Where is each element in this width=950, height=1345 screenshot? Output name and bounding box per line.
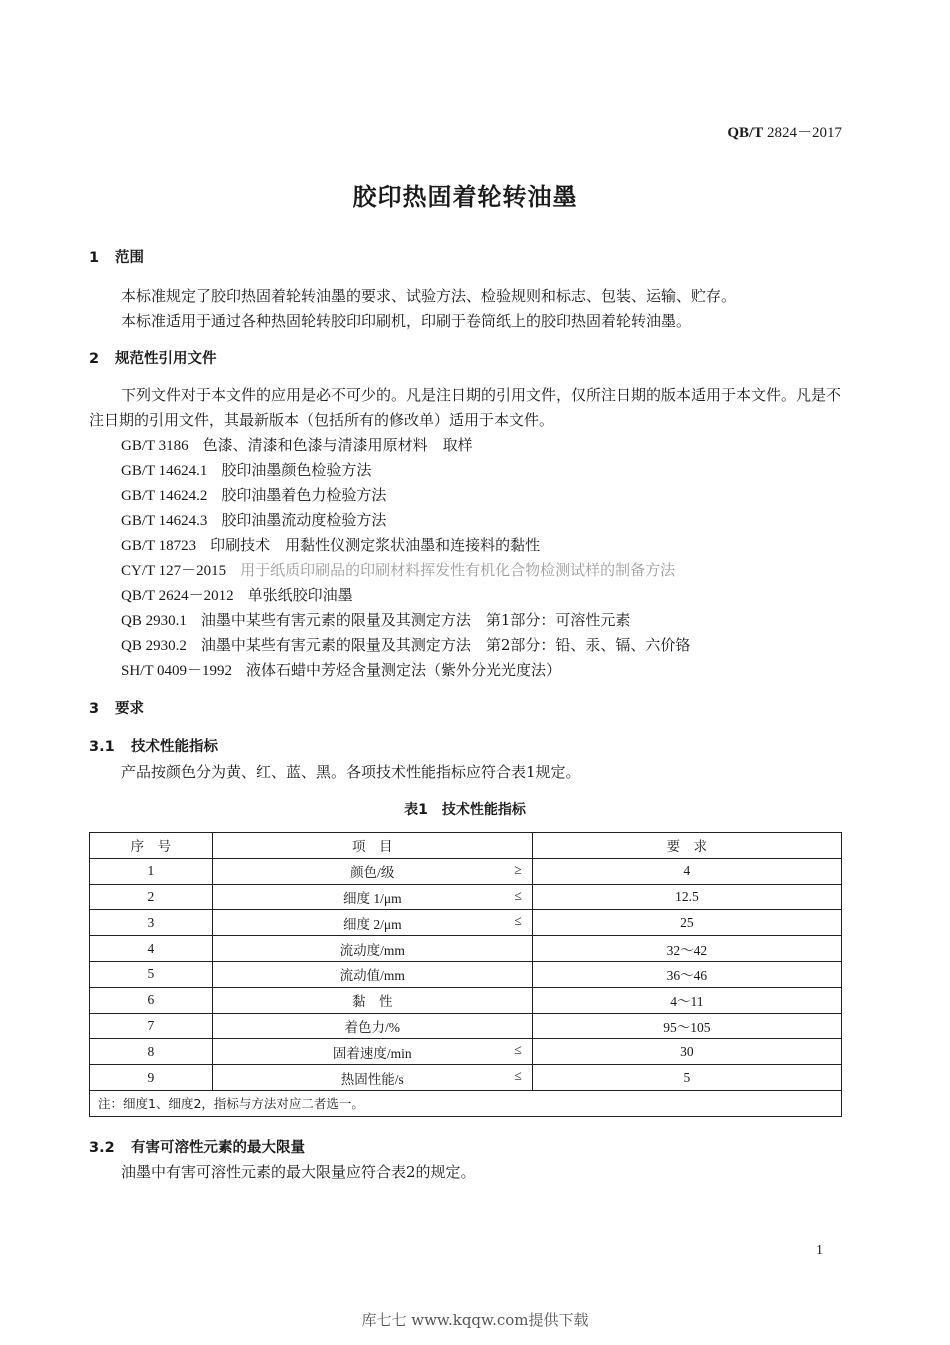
cell-requirement: 4～11 (532, 987, 841, 1013)
cell-number: 8 (90, 1039, 213, 1065)
cell-number: 1 (90, 858, 213, 884)
section-3-heading: 3 要求 (89, 701, 144, 717)
cell-requirement: 30 (532, 1039, 841, 1065)
section-2-intro: 下列文件对于本文件的应用是必不可少的。凡是注日期的引用文件，仅所注日期的版本适用于本文件。凡是不注日期的引用文件，其最新版本（包括所有的修改单）适用于本文件。 (89, 386, 842, 429)
section-1-heading: 1 范围 (89, 250, 144, 266)
column-header-requirement: 要 求 (532, 833, 841, 859)
cell-requirement: 25 (532, 910, 841, 936)
cell-item: 热固性能/s ≤ (212, 1065, 532, 1091)
table-row (90, 987, 842, 1013)
cell-item: 固着速度/min ≤ (212, 1039, 532, 1065)
reference-item: GB/T 14624.2 胶印油墨着色力检验方法 (121, 486, 387, 504)
cell-requirement: 95～105 (532, 1013, 841, 1039)
table-note: 注：细度1、细度2，指标与方法对应二者选一。 (90, 1090, 842, 1116)
cell-item: 颜色/级 ≥ (212, 858, 532, 884)
comparison-symbol: ≤ (514, 1068, 522, 1084)
section-1-paragraph-2: 本标准适用于通过各种热固轮转胶印印刷机，印刷于卷筒纸上的胶印热固着轮转油墨。 (121, 312, 692, 330)
table-header-row (90, 833, 842, 859)
download-footer: 库七七 www.kqqw.com提供下载 (361, 1311, 589, 1329)
reference-item: SH/T 0409－1992 液体石蜡中芳烃含量测定法（紫外分光光度法） (121, 661, 561, 679)
page-number: 1 (816, 1243, 823, 1258)
cell-item: 流动值/mm (212, 961, 532, 987)
cell-requirement: 32～42 (532, 936, 841, 962)
reference-item: GB/T 14624.3 胶印油墨流动度检验方法 (121, 511, 387, 529)
cell-item: 细度 2/μm ≤ (212, 910, 532, 936)
reference-item: QB 2930.1 油墨中某些有害元素的限量及其测定方法 第1部分：可溶性元素 (121, 611, 631, 629)
table-note-row (90, 1090, 842, 1116)
cell-number: 6 (90, 987, 213, 1013)
cell-number: 3 (90, 910, 213, 936)
reference-item: QB 2930.2 油墨中某些有害元素的限量及其测定方法 第2部分：铅、汞、镉、六价铬 (121, 636, 691, 654)
document-title: 胶印热固着轮转油墨 (352, 183, 578, 211)
section-1-paragraph-1: 本标准规定了胶印热固着轮转油墨的要求、试验方法、检验规则和标志、包装、运输、贮存。 (121, 287, 737, 305)
comparison-symbol: ≤ (514, 913, 522, 929)
table-1-caption: 表1 技术性能指标 (404, 802, 526, 818)
cell-requirement: 4 (532, 858, 841, 884)
reference-item: GB/T 14624.1 胶印油墨颜色检验方法 (121, 461, 372, 479)
cell-item: 流动度/mm (212, 936, 532, 962)
comparison-symbol: ≤ (514, 887, 522, 903)
cell-item: 着色力/% (212, 1013, 532, 1039)
table-row (90, 1039, 842, 1065)
cell-requirement: 36～46 (532, 961, 841, 987)
comparison-symbol: ≤ (514, 1042, 522, 1058)
table-1 (89, 832, 842, 1117)
table-row (90, 858, 842, 884)
section-3-2-paragraph: 油墨中有害可溶性元素的最大限量应符合表2的规定。 (121, 1163, 476, 1181)
column-header-number: 序 号 (90, 833, 213, 859)
standard-number: QB/T 2824－2017 (727, 125, 842, 141)
table-row (90, 1065, 842, 1091)
cell-number: 5 (90, 961, 213, 987)
cell-requirement: 12.5 (532, 884, 841, 910)
cell-number: 9 (90, 1065, 213, 1091)
column-header-item: 项 目 (212, 833, 532, 859)
reference-item: QB/T 2624－2012 单张纸胶印油墨 (121, 586, 353, 604)
cell-number: 4 (90, 936, 213, 962)
table-row (90, 884, 842, 910)
cell-item: 黏 性 (212, 987, 532, 1013)
comparison-symbol: ≥ (514, 861, 522, 877)
section-3-1-paragraph: 产品按颜色分为黄、红、蓝、黑。各项技术性能指标应符合表1规定。 (121, 763, 581, 781)
reference-item: GB/T 18723 印刷技术 用黏性仪测定浆状油墨和连接料的黏性 (121, 536, 541, 554)
table-row (90, 936, 842, 962)
cell-item: 细度 1/μm ≤ (212, 884, 532, 910)
section-2-heading: 2 规范性引用文件 (89, 351, 217, 367)
table-row (90, 961, 842, 987)
table-row (90, 910, 842, 936)
table-row (90, 1013, 842, 1039)
cell-requirement: 5 (532, 1065, 841, 1091)
section-3-1-heading: 3.1 技术性能指标 (89, 739, 218, 755)
cell-number: 7 (90, 1013, 213, 1039)
reference-item: CY/T 127－2015 用于纸质印刷品的印刷材料挥发性有机化合物检测试样的制备方法 (121, 561, 676, 579)
cell-number: 2 (90, 884, 213, 910)
reference-item: GB/T 3186 色漆、清漆和色漆与清漆用原材料 取样 (121, 436, 473, 454)
section-3-2-heading: 3.2 有害可溶性元素的最大限量 (89, 1140, 305, 1156)
